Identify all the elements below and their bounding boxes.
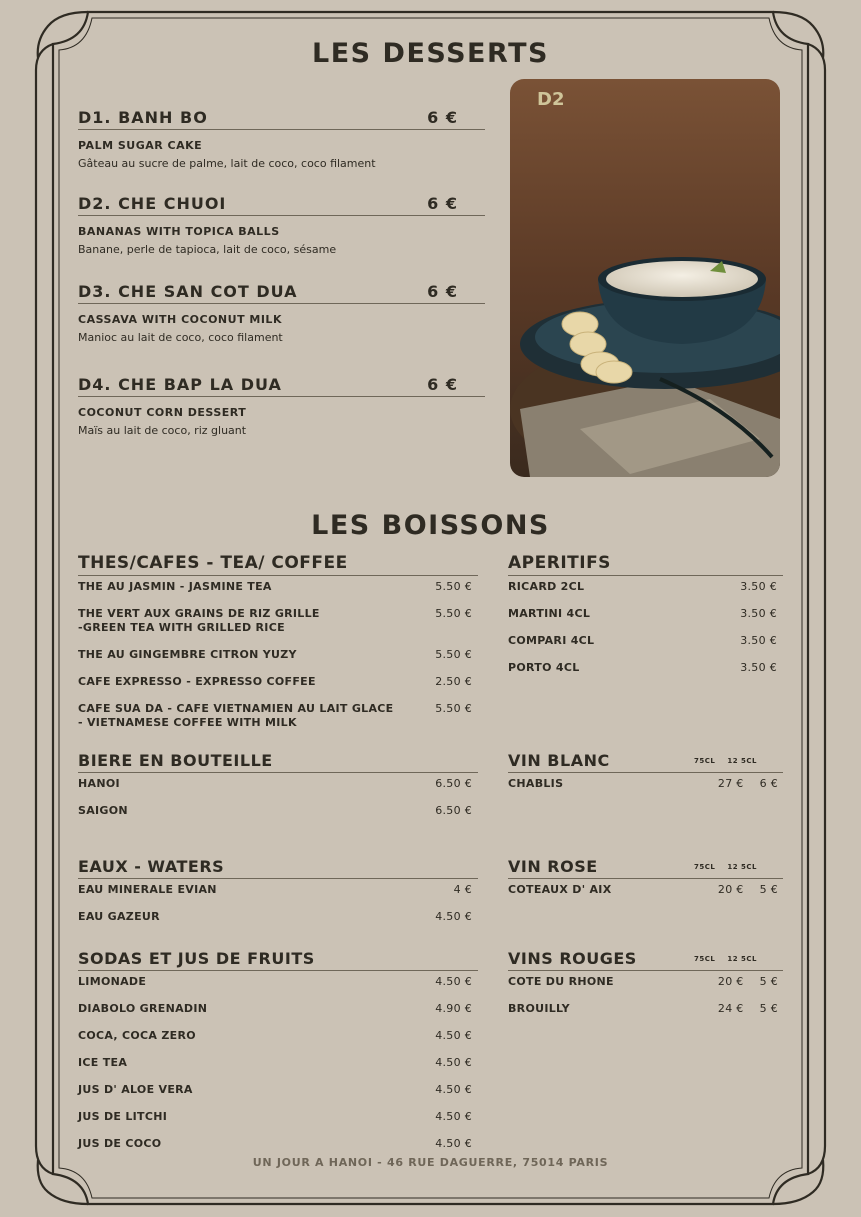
red-wine-section bbox=[508, 949, 783, 1025]
drink-name: COTEAUX D' AIX bbox=[508, 883, 612, 896]
dessert-price: 6 € bbox=[427, 108, 458, 127]
sodas-section bbox=[78, 949, 478, 1160]
drink-price: 3.50 € bbox=[740, 607, 777, 620]
drink-name: RICARD 2CL bbox=[508, 580, 585, 593]
tea-coffee-section bbox=[78, 553, 478, 739]
drink-name: THE AU GINGEMBRE CITRON YUZY bbox=[78, 648, 297, 661]
drink-name: CHABLIS bbox=[508, 777, 564, 790]
drink-price: 4 € bbox=[453, 883, 472, 896]
dessert-photo bbox=[510, 79, 780, 477]
drink-price: 5.50 € bbox=[435, 580, 472, 593]
col-75cl: 75CL bbox=[694, 757, 716, 765]
dessert-name: D3. CHE SAN COT DUA bbox=[78, 282, 298, 301]
dessert-french: Gâteau au sucre de palme, lait de coco, coco filament bbox=[78, 157, 376, 170]
dessert-english: PALM SUGAR CAKE bbox=[78, 139, 203, 152]
section-title: SODAS ET JUS DE FRUITS bbox=[78, 949, 315, 968]
drink-price-bottle: 20 € bbox=[717, 883, 744, 896]
dessert-french: Maïs au lait de coco, riz gluant bbox=[78, 424, 247, 437]
col-12cl: 12 5CL bbox=[727, 955, 757, 963]
drink-price-bottle: 27 € bbox=[717, 777, 744, 790]
drink-name: CAFE SUA DA - CAFE VIETNAMIEN AU LAIT GLACE - VIETNAMESE COFFEE WITH MILK bbox=[78, 702, 394, 729]
dessert-name: D2. CHE CHUOI bbox=[78, 194, 227, 213]
drink-price: 4.50 € bbox=[435, 1137, 472, 1150]
dessert-item-d2 bbox=[78, 194, 485, 256]
bowl-illustration bbox=[510, 79, 780, 477]
dessert-price: 6 € bbox=[427, 194, 458, 213]
drink-price-glass: 6 € bbox=[759, 777, 778, 790]
drink-name: JUS D' ALOE VERA bbox=[78, 1083, 193, 1096]
section-title: APERITIFS bbox=[508, 553, 611, 573]
dessert-name: D4. CHE BAP LA DUA bbox=[78, 375, 282, 394]
dessert-price: 6 € bbox=[427, 375, 458, 394]
footer-address: UN JOUR A HANOI - 46 RUE DAGUERRE, 75014 PARIS bbox=[252, 1156, 609, 1169]
col-12cl: 12 5CL bbox=[727, 863, 757, 871]
section-title: VINS ROUGES bbox=[508, 949, 637, 968]
col-75cl: 75CL bbox=[694, 955, 716, 963]
boissons-title: LES BOISSONS bbox=[311, 510, 550, 541]
dessert-french: Manioc au lait de coco, coco filament bbox=[78, 331, 283, 344]
dessert-french: Banane, perle de tapioca, lait de coco, sésame bbox=[78, 243, 337, 256]
dessert-price: 6 € bbox=[427, 282, 458, 301]
drink-name: COMPARI 4CL bbox=[508, 634, 595, 647]
drink-name: COCA, COCA ZERO bbox=[78, 1029, 196, 1042]
drink-name: EAU MINERALE EVIAN bbox=[78, 883, 217, 896]
photo-label: D2 bbox=[537, 89, 565, 110]
drink-price: 5.50 € bbox=[435, 648, 472, 661]
drink-name: COTE DU RHONE bbox=[508, 975, 614, 988]
drink-name: ICE TEA bbox=[78, 1056, 128, 1069]
drink-price-glass: 5 € bbox=[759, 883, 778, 896]
drink-price: 4.50 € bbox=[435, 975, 472, 988]
drink-name: JUS DE LITCHI bbox=[78, 1110, 168, 1123]
desserts-title: LES DESSERTS bbox=[312, 38, 549, 69]
drink-name: BROUILLY bbox=[508, 1002, 570, 1015]
drink-name: MARTINI 4CL bbox=[508, 607, 591, 620]
drink-price: 4.50 € bbox=[435, 1056, 472, 1069]
drink-price: 5.50 € bbox=[435, 702, 472, 715]
drink-price: 3.50 € bbox=[740, 661, 777, 674]
drink-price-glass: 5 € bbox=[759, 1002, 778, 1015]
drink-price: 4.50 € bbox=[435, 910, 472, 923]
drink-price: 6.50 € bbox=[435, 777, 472, 790]
drink-price: 2.50 € bbox=[435, 675, 472, 688]
drink-name: JUS DE COCO bbox=[78, 1137, 162, 1150]
drink-price-glass: 5 € bbox=[759, 975, 778, 988]
drink-name: CAFE EXPRESSO - EXPRESSO COFFEE bbox=[78, 675, 316, 688]
drink-price: 4.50 € bbox=[435, 1083, 472, 1096]
water-section bbox=[78, 857, 478, 933]
drink-name: EAU GAZEUR bbox=[78, 910, 160, 923]
drink-name: THE VERT AUX GRAINS DE RIZ GRILLE -GREEN TEA WITH GRILLED RICE bbox=[78, 607, 320, 634]
drink-name: SAIGON bbox=[78, 804, 128, 817]
drink-name: HANOI bbox=[78, 777, 120, 790]
drink-price-bottle: 20 € bbox=[717, 975, 744, 988]
drink-price: 6.50 € bbox=[435, 804, 472, 817]
white-wine-section bbox=[508, 751, 783, 800]
section-title: VIN BLANC bbox=[508, 751, 610, 770]
drink-name: LIMONADE bbox=[78, 975, 147, 988]
section-title: BIERE EN BOUTEILLE bbox=[78, 751, 273, 770]
beer-section bbox=[78, 751, 478, 827]
drink-price: 3.50 € bbox=[740, 580, 777, 593]
drink-price: 5.50 € bbox=[435, 607, 472, 620]
dessert-item-d4 bbox=[78, 375, 485, 437]
rose-wine-section bbox=[508, 857, 783, 906]
dessert-name: D1. BANH BO bbox=[78, 108, 208, 127]
dessert-item-d3 bbox=[78, 282, 485, 344]
drink-price: 4.90 € bbox=[435, 1002, 472, 1015]
dessert-english: BANANAS WITH TOPICA BALLS bbox=[78, 225, 280, 238]
drink-price: 4.50 € bbox=[435, 1110, 472, 1123]
drink-price: 3.50 € bbox=[740, 634, 777, 647]
drink-name: PORTO 4CL bbox=[508, 661, 580, 674]
dessert-english: CASSAVA WITH COCONUT MILK bbox=[78, 313, 282, 326]
aperitifs-section bbox=[508, 553, 783, 684]
dessert-item-d1 bbox=[78, 108, 485, 170]
drink-price-bottle: 24 € bbox=[717, 1002, 744, 1015]
col-75cl: 75CL bbox=[694, 863, 716, 871]
section-title: EAUX - WATERS bbox=[78, 857, 225, 876]
drink-name: DIABOLO GRENADIN bbox=[78, 1002, 208, 1015]
drink-price: 4.50 € bbox=[435, 1029, 472, 1042]
dessert-english: COCONUT CORN DESSERT bbox=[78, 406, 247, 419]
col-12cl: 12 5CL bbox=[727, 757, 757, 765]
drink-name: THE AU JASMIN - JASMINE TEA bbox=[78, 580, 272, 593]
section-title: VIN ROSE bbox=[508, 857, 598, 876]
section-title: THES/CAFES - TEA/ COFFEE bbox=[78, 553, 348, 573]
